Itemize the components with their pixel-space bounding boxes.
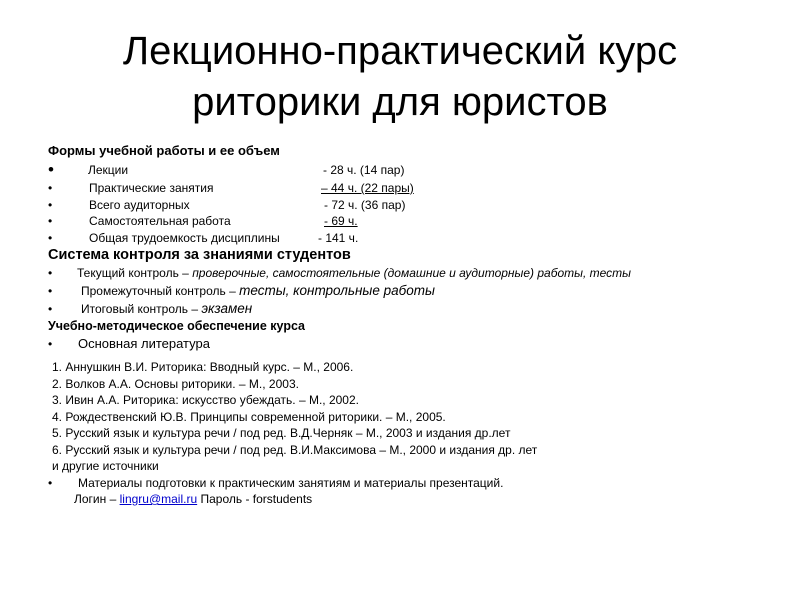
book-item: 2. Волков А.А. Основы риторики. – М., 2003.	[52, 376, 299, 391]
materials-item	[48, 475, 788, 492]
login-label: Логин –	[74, 492, 120, 506]
book-item: 4. Рождественский Ю.В. Принципы современной риторики. – М., 2005.	[52, 409, 446, 424]
bullet: •	[48, 181, 53, 195]
form-value: – 44 ч. (22 пары)	[321, 181, 414, 195]
form-label: Всего аудиторных	[89, 197, 190, 212]
control-final	[48, 300, 788, 318]
book-item: 6. Русский язык и культура речи / под ред. В.И.Максимова – М., 2000 и издания др. лет	[52, 442, 538, 457]
title-line-1: Лекционно-практический курс	[122, 29, 678, 73]
bullet: •	[48, 160, 54, 179]
bullet: •	[48, 302, 53, 316]
form-label: Лекции	[88, 163, 129, 177]
form-item-total-classroom	[48, 197, 788, 214]
bullet: •	[48, 475, 53, 490]
control-value: экзамен	[201, 301, 253, 316]
book-item: 5. Русский язык и культура речи / под ред. В.Д.Черняк – М., 2003 и издания др.лет	[52, 426, 511, 440]
bullet: •	[48, 337, 53, 351]
control-label: Текущий контроль –	[77, 266, 193, 280]
form-value: - 28 ч. (14 пар)	[323, 163, 405, 177]
control-intermediate	[48, 282, 788, 300]
form-item-practice	[48, 180, 788, 197]
bullet: •	[48, 284, 53, 298]
form-item-lectures	[48, 160, 788, 180]
form-item-total-load	[48, 230, 788, 247]
bullet: •	[48, 197, 53, 212]
form-item-independent	[48, 213, 788, 230]
form-label: Общая трудоемкость дисциплины	[89, 230, 280, 245]
control-label: Промежуточный контроль –	[81, 284, 240, 298]
form-value: - 141 ч.	[318, 230, 359, 245]
slide-title	[0, 26, 800, 128]
form-label: Самостоятельная работа	[89, 214, 231, 228]
bullet: •	[48, 214, 53, 228]
forms-heading: Формы учебной работы и ее объем	[48, 143, 280, 158]
control-heading: Система контроля за знаниями студентов	[48, 247, 351, 263]
book-item: 3. Ивин А.А. Риторика: искусство убеждать. – М., 2002.	[52, 393, 359, 407]
form-value: - 69 ч.	[324, 214, 358, 228]
materials-text: Материалы подготовки к практическим занятиям и материалы презентаций.	[78, 475, 504, 490]
support-heading: Учебно-методическое обеспечение курса	[48, 319, 306, 333]
main-literature-label: Основная литература	[78, 336, 210, 351]
book-item: 1. Аннушкин В.И. Риторика: Вводный курс. – М., 2006.	[52, 360, 354, 374]
form-label: Практические занятия	[89, 181, 214, 195]
login-email-link[interactable]: lingru@mail.ru	[119, 492, 198, 506]
control-value: тесты, контрольные работы	[239, 283, 435, 298]
login-line	[48, 491, 788, 508]
book-list	[48, 353, 788, 475]
control-current	[48, 264, 788, 282]
password-text: Пароль - forstudents	[197, 492, 313, 506]
bullet: •	[48, 266, 53, 280]
slide-content	[48, 141, 788, 508]
title-line-2: риторики для юристов	[192, 80, 608, 124]
form-value: - 72 ч. (36 пар)	[324, 197, 406, 212]
bullet: •	[48, 230, 53, 245]
main-literature	[48, 335, 788, 353]
control-value: проверочные, самостоятельные (домашние и аудиторные) работы, тесты	[192, 266, 631, 280]
control-label: Итоговый контроль –	[81, 302, 202, 316]
other-sources: и другие источники	[52, 459, 159, 473]
